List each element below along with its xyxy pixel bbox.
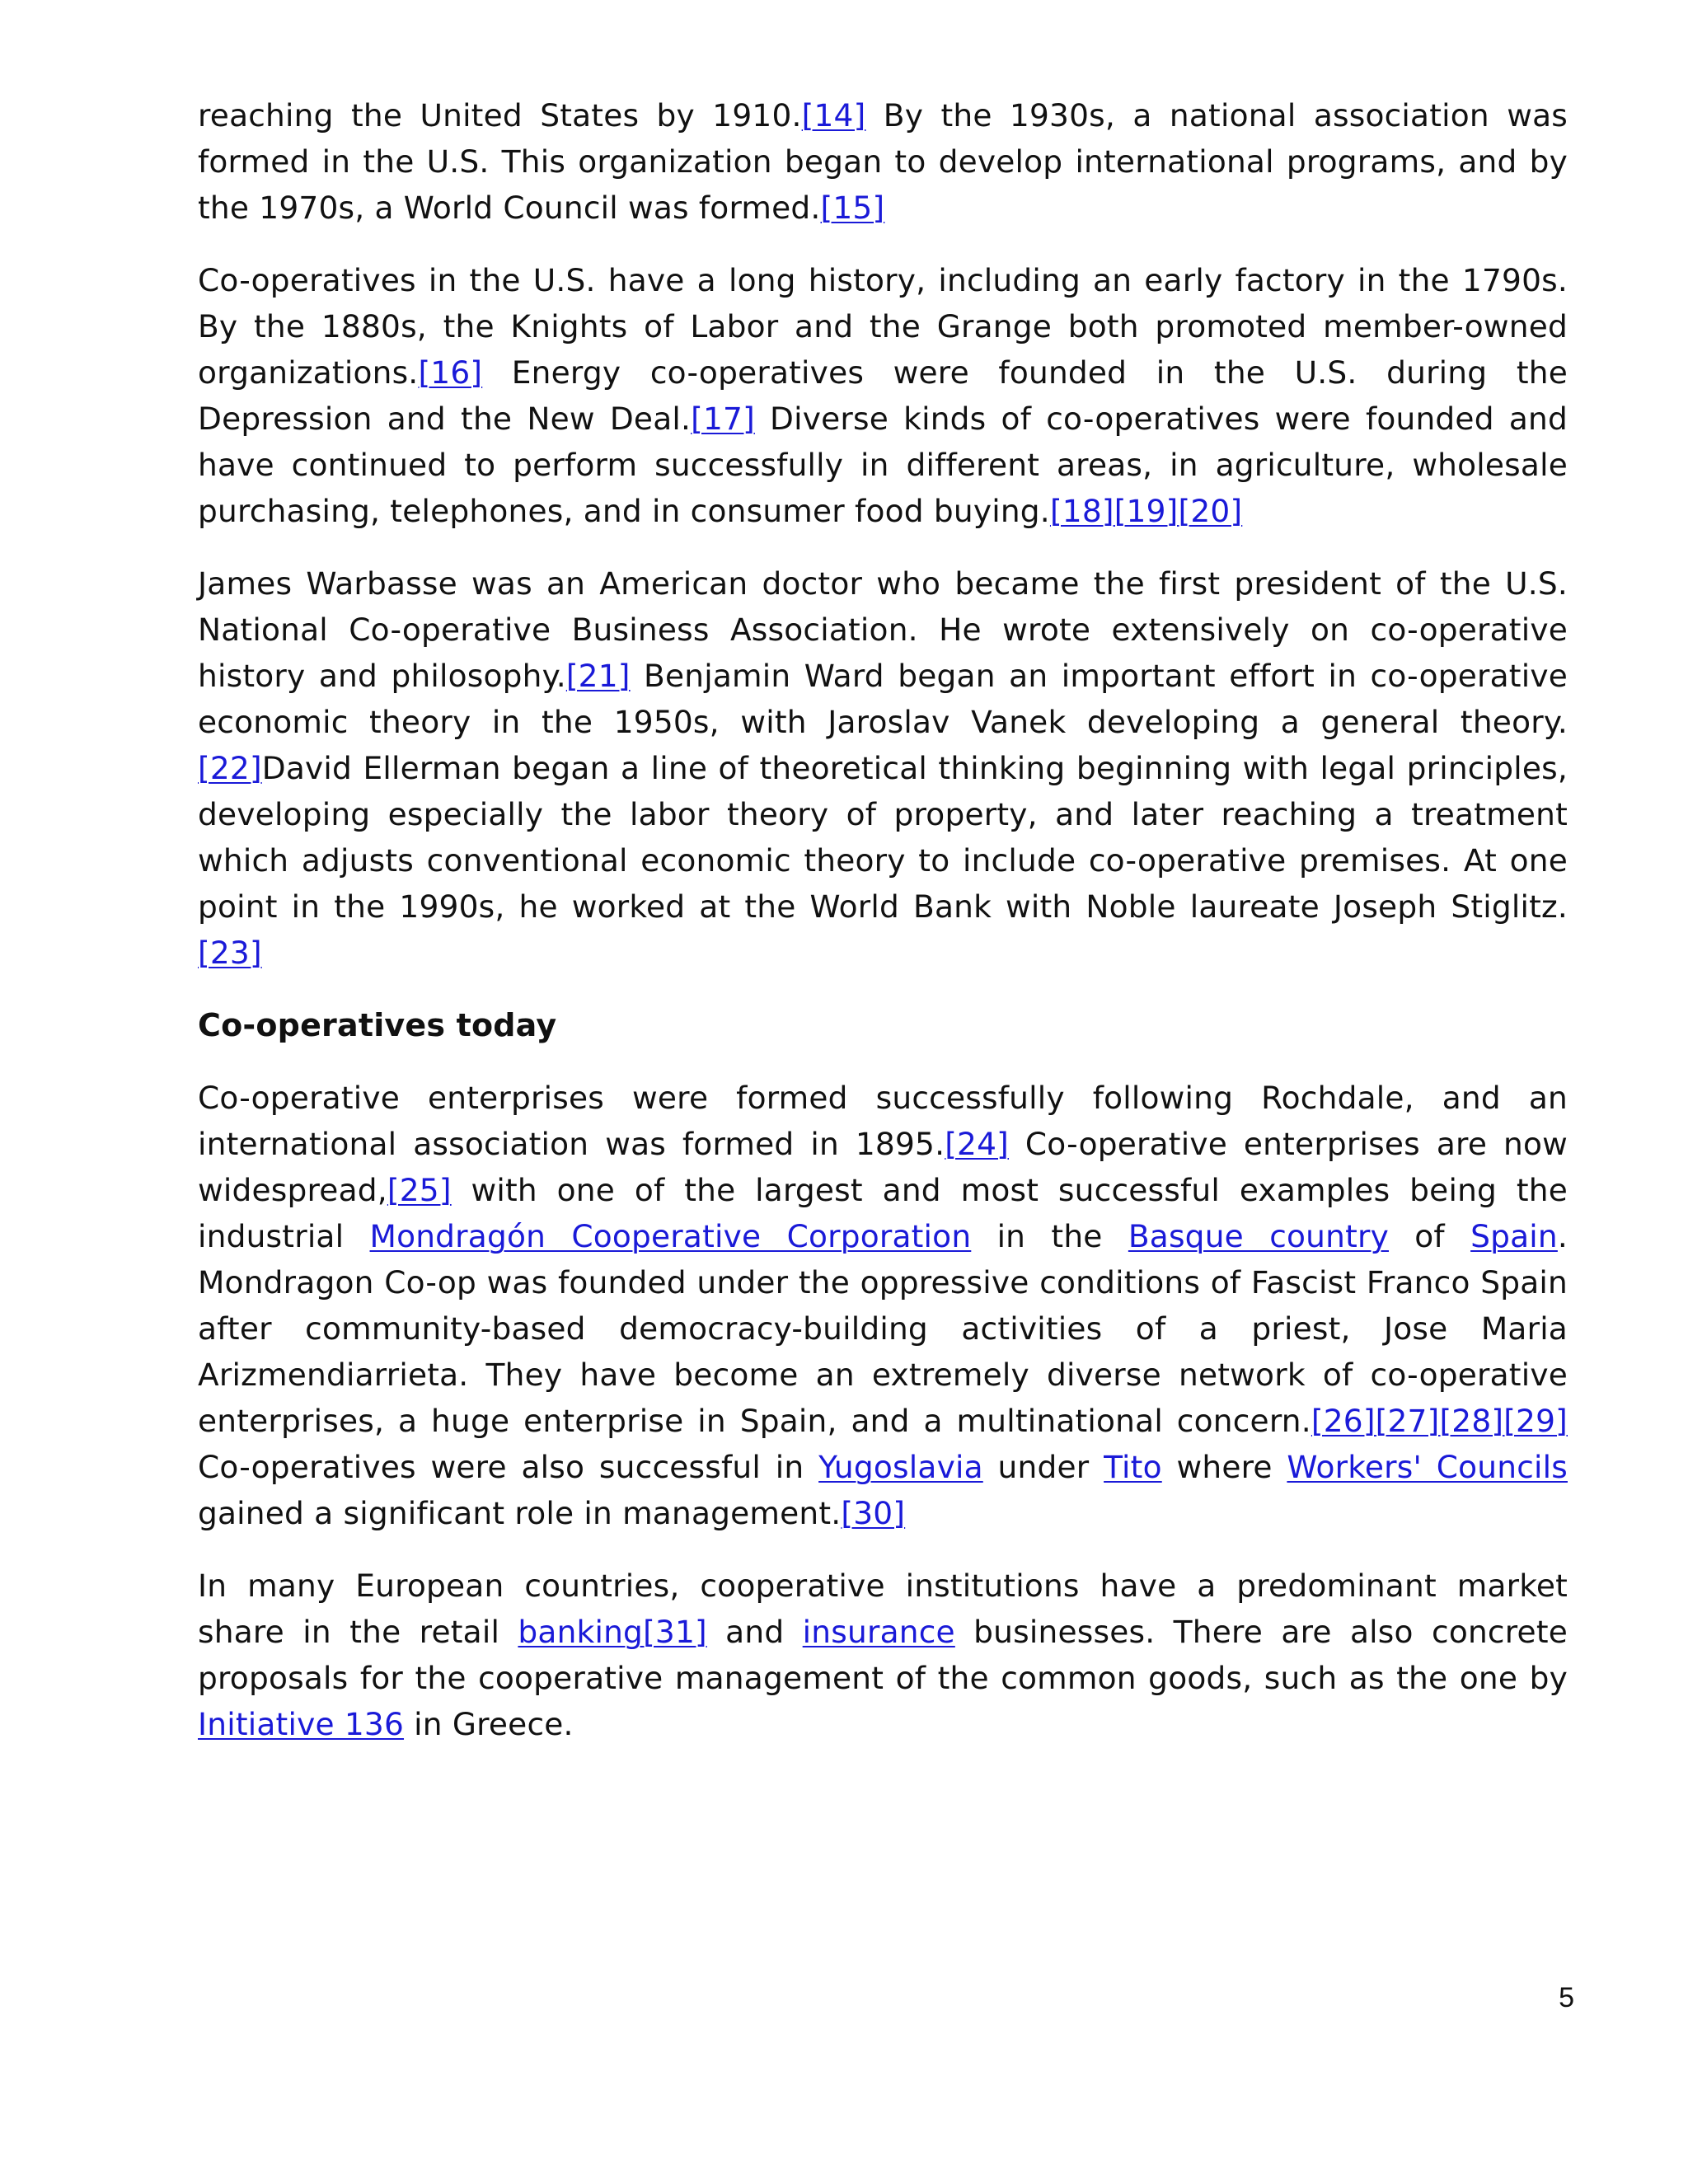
article-body: [198, 92, 1568, 1774]
citation-29[interactable]: [29]: [1503, 1403, 1568, 1439]
citation-20[interactable]: [20]: [1178, 493, 1243, 529]
citation-18[interactable]: [18]: [1049, 493, 1114, 529]
paragraph-text: in Greece.: [404, 1706, 574, 1742]
paragraph-text: in the: [971, 1218, 1128, 1254]
paragraph-text: Co-operatives were also successful in: [198, 1449, 819, 1485]
citation-25[interactable]: [25]: [387, 1172, 452, 1208]
paragraph-p5: [198, 1563, 1568, 1747]
citation-19[interactable]: [19]: [1114, 493, 1179, 529]
paragraph-p3: [198, 560, 1568, 976]
paragraph-text: reaching the United States by 1910.: [198, 97, 802, 134]
paragraph-text: Co-operative enterprises are now widespread,: [198, 1126, 1568, 1208]
paragraph-text: of: [1389, 1218, 1471, 1254]
paragraph-text: Benjamin Ward began an important effort in co-operative economic theory in the 1950s, with Jaroslav Vanek developing a general theory.: [198, 658, 1568, 740]
citation-27[interactable]: [27]: [1375, 1403, 1440, 1439]
citation-17[interactable]: [17]: [691, 401, 755, 437]
citation-30[interactable]: [30]: [841, 1495, 906, 1531]
citation-26[interactable]: [26]: [1311, 1403, 1376, 1439]
link-yugoslavia[interactable]: Yugoslavia: [818, 1449, 983, 1485]
citation-23[interactable]: [23]: [198, 935, 262, 971]
paragraph-text: Diverse kinds of co-operatives were founded and have continued to perform successfully in different areas, in agriculture, wholesale purchasing, telephones, and in consumer food buying.: [198, 401, 1568, 529]
paragraph-p4: [198, 1075, 1568, 1536]
paragraph-text: with one of the largest and most successful examples being the industrial: [198, 1172, 1568, 1254]
link-spain[interactable]: Spain: [1470, 1218, 1558, 1254]
link-initiative-136[interactable]: Initiative 136: [198, 1706, 405, 1742]
link-insurance[interactable]: insurance: [802, 1614, 955, 1650]
paragraph-text: James Warbasse was an American doctor who became the first president of the U.S. National Co-operative Business Association. He wrote extensively on co-operative history and philosophy.: [198, 565, 1568, 694]
link-basque-country[interactable]: Basque country: [1128, 1218, 1390, 1254]
paragraph-text: David Ellerman began a line of theoretical thinking beginning with legal principles, developing especially the labor theory of property, and later reaching a treatment which adjusts conventional economic theory to include co-operative premises. At one point in the 1990s, he worked at the World Bank with Noble laureate Joseph Stiglitz.: [198, 750, 1568, 925]
paragraph-text: where: [1161, 1449, 1287, 1485]
paragraph-text: Co-operative enterprises were formed successfully following Rochdale, and an international association was formed in 1895.: [198, 1080, 1568, 1162]
page-number: 5: [1559, 1982, 1574, 2013]
paragraphs-before-heading: [198, 92, 1568, 976]
citation-15[interactable]: [15]: [820, 190, 885, 226]
link-mondragon-cooperative-corporation[interactable]: Mondragón Cooperative Corporation: [369, 1218, 972, 1254]
paragraph-text: and: [706, 1614, 803, 1650]
citation-22[interactable]: [22]: [198, 750, 262, 786]
paragraphs-after-heading: [198, 1075, 1568, 1747]
citation-28[interactable]: [28]: [1439, 1403, 1504, 1439]
citation-14[interactable]: [14]: [801, 97, 866, 134]
link-workers-councils[interactable]: Workers' Councils: [1287, 1449, 1568, 1485]
paragraph-text: Energy co-operatives were founded in the U.S. during the Depression and the New Deal.: [198, 354, 1568, 437]
paragraph-p2: [198, 257, 1568, 534]
paragraph-text: businesses. There are also concrete proposals for the cooperative management of the common goods, such as the one by: [198, 1614, 1568, 1696]
citation-24[interactable]: [24]: [945, 1126, 1009, 1162]
paragraph-text: . Mondragon Co-op was founded under the oppressive conditions of Fascist Franco Spain after community-based democracy-building activities of a priest, Jose Maria Arizmendiarrieta. They have become an extremely diverse network of co-operative enterprises, a huge enterprise in Spain, and a multinational concern.: [198, 1218, 1568, 1439]
citation-16[interactable]: [16]: [418, 354, 483, 391]
paragraph-text: under: [982, 1449, 1104, 1485]
paragraph-text: gained a significant role in management.: [198, 1495, 842, 1531]
section-heading: Co-operatives today: [198, 1007, 557, 1043]
citation-21[interactable]: [21]: [565, 658, 631, 694]
paragraph-p1: [198, 92, 1568, 231]
link-banking[interactable]: banking[31]: [518, 1614, 707, 1650]
link-tito[interactable]: Tito: [1104, 1449, 1162, 1485]
paragraph-text: By the 1930s, a national association was formed in the U.S. This organization began to develop international programs, and by the 1970s, a World Council was formed.: [198, 97, 1568, 226]
paragraph-text: In many European countries, cooperative institutions have a predominant market share in the retail: [198, 1568, 1568, 1650]
paragraph-text: Co-operatives in the U.S. have a long history, including an early factory in the 1790s. By the 1880s, the Knights of Labor and the Grange both promoted member-owned organizations.: [198, 262, 1568, 391]
